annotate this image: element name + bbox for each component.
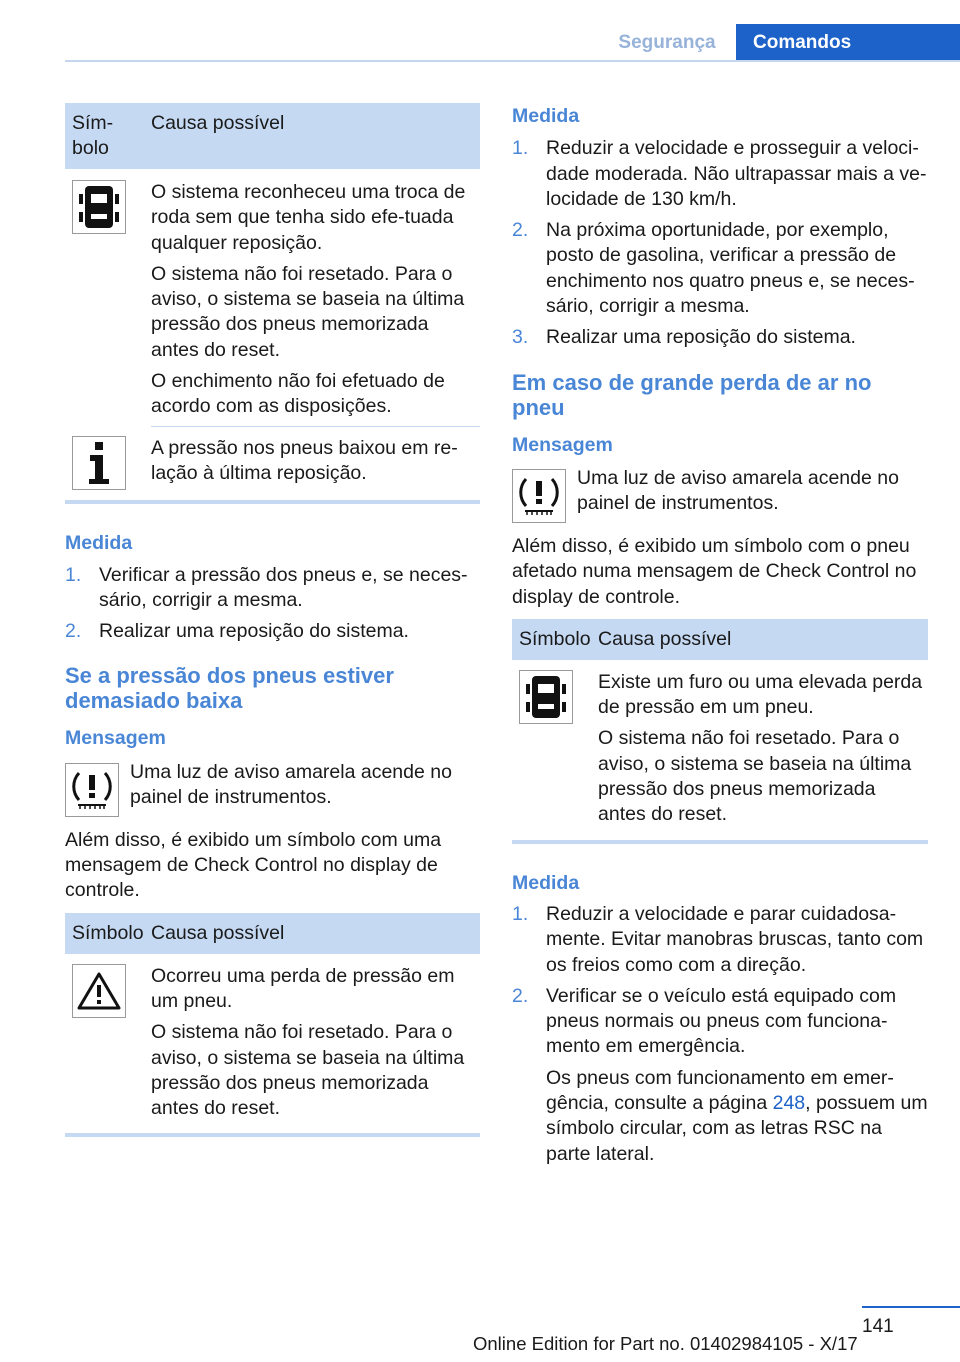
tire-pressure-reset-icon	[72, 180, 126, 234]
list-item: 2. Na próxima oportunidade, por exemplo, posto de gasolina, verificar a pressão de enchimento nos quatro pneus e, se neces-sário, corrigir a mesma.	[512, 219, 915, 318]
symbol-table-2	[65, 913, 480, 1138]
table-header-cause: Causa possível	[151, 112, 285, 134]
message-text: Uma luz de aviso amarela acende no painel de instrumentos.	[577, 466, 899, 515]
table-header-symbol: Símbolo	[519, 627, 591, 650]
cause-paragraph: O sistema não foi resetado. Para o aviso, o sistema se baseia na última pressão dos pneus memorizada antes do reset.	[598, 727, 912, 826]
header-rule	[65, 60, 960, 62]
message-heading: Mensagem	[65, 727, 166, 750]
section-title: Em caso de grande perda de ar no pneu	[512, 369, 872, 420]
page-link[interactable]: 248	[772, 1092, 806, 1115]
table-row	[65, 954, 480, 1128]
table-header	[65, 103, 480, 169]
message-text: Uma luz de aviso amarela acende no painel de instrumentos.	[130, 760, 452, 809]
body-paragraph: Além disso, é exibido um símbolo com uma mensagem de Check Control no display de controle.	[65, 828, 442, 902]
warning-lamp-icon	[512, 469, 566, 523]
table-end-rule	[65, 500, 480, 504]
measure-heading: Medida	[512, 105, 580, 127]
table-row	[65, 169, 480, 426]
table-row	[512, 660, 928, 834]
list-item: 2. Realizar uma reposição do sistema.	[65, 620, 409, 643]
cause-paragraph: A pressão nos pneus baixou em re-lação à última reposição.	[151, 436, 458, 484]
page-number: 141	[862, 1316, 894, 1337]
warning-triangle-icon	[72, 964, 126, 1018]
warning-lamp-icon	[65, 763, 119, 817]
list-item: 3. Realizar uma reposição do sistema.	[512, 326, 856, 349]
measure-heading: Medida	[512, 871, 580, 894]
message-heading: Mensagem	[512, 433, 613, 456]
cause-paragraph: O sistema não foi resetado. Para o aviso, o sistema se baseia na última pressão dos pneus memorizada antes do reset.	[151, 1021, 465, 1120]
symbol-table-1	[65, 103, 480, 504]
list-item: 2. Verificar se o veículo está equipado com pneus normais ou pneus com funciona-mento em emergência. Os pneus com funcionamento em emer-gência, consulte a página 248, possuem um símbolo circular, com as letras RSC na parte lateral.	[512, 984, 928, 1165]
table-end-rule	[65, 1133, 480, 1137]
table-row	[65, 427, 480, 493]
left-column	[65, 103, 480, 1137]
table-header	[65, 913, 480, 954]
section-title: Se a pressão dos pneus estiver demasiado baixa	[65, 663, 394, 714]
cause-paragraph: O enchimento não foi efetuado de acordo com as disposições.	[151, 370, 445, 418]
table-header-symbol: Sím- bolo	[72, 112, 114, 159]
measure-steps	[65, 563, 480, 645]
table-header	[512, 619, 928, 660]
measure-steps	[512, 902, 928, 1167]
list-item: 1. Reduzir a velocidade e prosseguir a veloci-dade moderada. Não ultrapassar mais a ve-locidade de 130 km/h.	[512, 137, 927, 210]
symbol-table-3	[512, 619, 928, 844]
message-row	[512, 466, 928, 523]
header-section-tab[interactable]: Segurança	[618, 32, 716, 53]
header-chapter-tab[interactable]: Comandos	[736, 24, 960, 62]
cause-paragraph: O sistema não foi resetado. Para o aviso, o sistema se baseia na última pressão dos pneus memorizada antes do reset.	[151, 262, 465, 361]
body-paragraph: Além disso, é exibido um símbolo com o pneu afetado numa mensagem de Check Control no display de controle.	[512, 534, 917, 608]
cause-paragraph: Existe um furo ou uma elevada perda de pressão em um pneu.	[598, 670, 923, 719]
cause-paragraph: O sistema reconheceu uma troca de roda sem que tenha sido efe-tuada qualquer reposição.	[151, 181, 466, 254]
right-column	[512, 104, 928, 1173]
measure-heading: Medida	[65, 532, 133, 555]
footer-rule	[862, 1306, 960, 1308]
edition-note: Online Edition for Part no. 01402984105 - X/17	[473, 1333, 858, 1354]
tire-pressure-car-icon	[519, 670, 573, 724]
cause-paragraph: Ocorreu uma perda de pressão em um pneu.	[151, 964, 455, 1012]
table-header-cause: Causa possível	[151, 921, 285, 944]
list-item: 1. Reduzir a velocidade e parar cuidadosa-mente. Evitar manobras bruscas, tanto com os freios como com a direção.	[512, 902, 924, 976]
table-header-symbol: Símbolo	[72, 921, 144, 944]
table-header-cause: Causa possível	[598, 627, 732, 650]
table-end-rule	[512, 840, 928, 844]
info-icon	[72, 436, 126, 490]
message-row	[65, 760, 480, 817]
list-item: 1. Verificar a pressão dos pneus e, se neces-sário, corrigir a mesma.	[65, 563, 468, 611]
measure-steps	[512, 136, 928, 350]
